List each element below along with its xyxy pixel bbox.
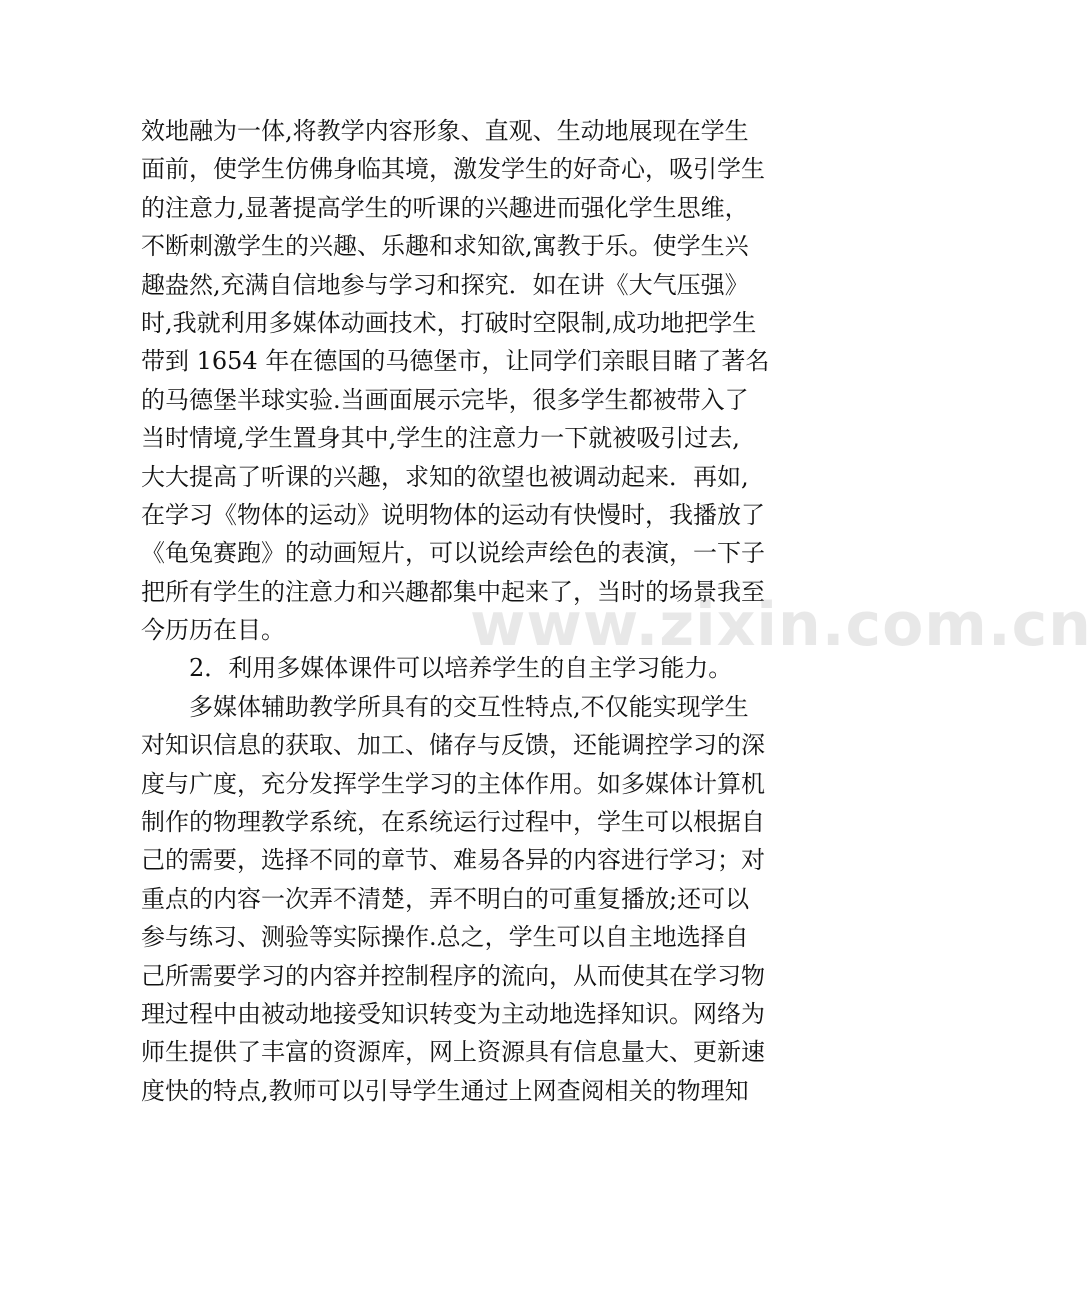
paragraph-line: 在学习《物体的运动》说明物体的运动有快慢时，我播放了: [141, 500, 765, 529]
paragraph-line: 师生提供了丰富的资源库，网上资源具有信息量大、更新速: [141, 1038, 765, 1067]
paragraph-line: 面前，使学生仿佛身临其境，激发学生的好奇心，吸引学生: [141, 155, 765, 184]
paragraph-line: 度快的特点,教师可以引导学生通过上网查阅相关的物理知: [141, 1076, 749, 1105]
paragraph-line: 多媒体辅助教学所具有的交互性特点,不仅能实现学生: [189, 692, 749, 721]
paragraph-line: 带到 1654 年在德国的马德堡市，让同学们亲眼目睹了著名: [141, 347, 770, 376]
paragraph-line: 今历历在目。: [141, 616, 285, 645]
paragraph-line: 己所需要学习的内容并控制程序的流向，从而使其在学习物: [141, 961, 765, 990]
paragraph-line: 参与练习、测验等实际操作.总之，学生可以自主地选择自: [141, 923, 749, 952]
paragraph-line: 重点的内容一次弄不清楚，弄不明白的可重复播放;还可以: [141, 884, 750, 913]
paragraph-line: 对知识信息的获取、加工、储存与反馈，还能调控学习的深: [141, 731, 765, 760]
paragraph-line: 当时情境,学生置身其中,学生的注意力一下就被吸引过去,: [141, 424, 740, 453]
paragraph-line: 理过程中由被动地接受知识转变为主动地选择知识。网络为: [141, 999, 765, 1028]
paragraph-line: 《龟兔赛跑》的动画短片，可以说绘声绘色的表演，一下子: [141, 539, 765, 568]
paragraph-line: 度与广度，充分发挥学生学习的主体作用。如多媒体计算机: [141, 769, 765, 798]
paragraph-line: 不断刺激学生的兴趣、乐趣和求知欲,寓教于乐。使学生兴: [141, 232, 749, 261]
paragraph-line: 的马德堡半球实验.当画面展示完毕，很多学生都被带入了: [141, 385, 749, 414]
watermark-text: www.zixin.com.cn: [470, 590, 1092, 660]
paragraph-line: 大大提高了听课的兴趣，求知的欲望也被调动起来．再如,: [141, 462, 749, 491]
paragraph-line: 的注意力,显著提高学生的听课的兴趣进而强化学生思维，: [141, 193, 749, 222]
paragraph-line: 趣盎然,充满自信地参与学习和探究．如在讲《大气压强》: [141, 270, 749, 299]
section-heading: 2．利用多媒体课件可以培养学生的自主学习能力。: [189, 654, 733, 683]
paragraph-line: 己的需要，选择不同的章节、难易各异的内容进行学习；对: [141, 846, 765, 875]
paragraph-line: 把所有学生的注意力和兴趣都集中起来了，当时的场景我至: [141, 577, 765, 606]
paragraph-line: 效地融为一体,将教学内容形象、直观、生动地展现在学生: [141, 117, 749, 145]
paragraph-line: 制作的物理教学系统，在系统运行过程中，学生可以根据自: [141, 808, 765, 837]
paragraph-line: 时,我就利用多媒体动画技术，打破时空限制,成功地把学生: [141, 308, 757, 337]
